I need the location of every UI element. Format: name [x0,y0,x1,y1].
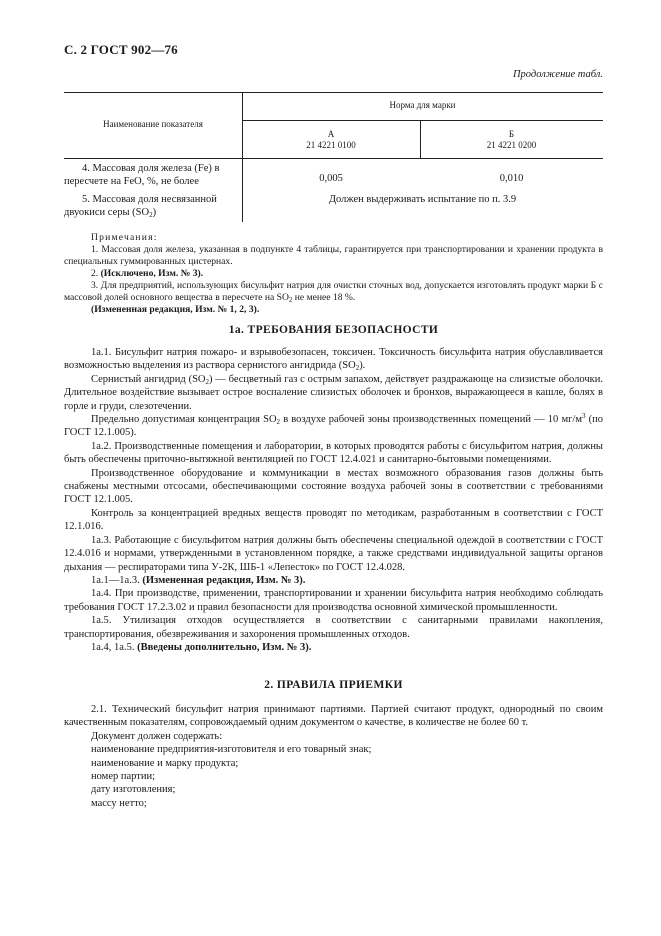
notes-block [64,232,603,316]
para-1a-4: 1а.4. При производстве, применении, транспортировании и хранении бисульфита натрия необходимо соблюдать требования ГОСТ 17.2.3.02 и правил безопасности для производства основной химической промышленности. [64,588,603,613]
page-header: С. 2 ГОСТ 902—76 [64,42,178,57]
notes-title: Примечания: [91,232,158,243]
row4-value-b: 0,010 [499,173,524,184]
row4-label-line2: пересчете на FeO, %, не более [64,176,199,187]
para-2-1: 2.1. Технический бисульфит натрия принимают партиями. Партией считают продукт, однородный по своим качественным показателям, сопровождаемый одним документом о качестве, в количестве не более 60 т. [64,704,603,729]
row4-label-line1: 4. Массовая доля железа (Fe) в [82,163,220,174]
para-1a-2: 1а.2. Производственные помещения и лаборатории, в которых проводятся работы с бисульфитом натрия, должны быть обеспечены приточно-вытяжной вентиляцией по ГОСТ 12.4.021 и санитарно-бытовыми помещениями. [64,440,603,466]
table-header-inner-rule [242,120,603,121]
grade-b-code: 21 4221 0200 [486,140,537,150]
doc-item-date: дату изготовления; [91,784,176,796]
para-1a-3: 1а.3. Работающие с бисульфитом натрия должны быть обеспечены специальной одеждой в соответствии с ГОСТ 12.4.016 и нормами, утвержденными в установленном порядке, а также средствами индивидуальной защиты органов дыхания — респираторами типа У-2К, ШБ-1 «Лепесток» по ГОСТ 12.4.028. [64,534,603,573]
para-1a-5: 1а.5. Утилизация отходов осуществляется в соответствии с санитарными правилами накопления, транспортирования, обезвреживания и захоронения промышленных отходов. [64,615,603,640]
col-header-norm: Норма для марки [389,100,456,110]
para-1a-1: 1а.1. Бисульфит натрия пожаро- и взрывобезопасен, токсичен. Токсичность бисульфита натрия обуславливается возможностью выделения из раствора сернистого ангидрида $(SO_2)$. [64,347,603,373]
row5-label-line2: двуокиси серы $(SO_2)$ [64,207,157,219]
row5-label-line1: 5. Массовая доля несвязанной [82,194,217,205]
row5-value: Должен выдерживать испытание по п. 3.9 [328,194,517,205]
note-2: 2. (Исключено, Изм. № 3). [91,268,204,279]
section-2-title: 2. ПРАВИЛА ПРИЕМКИ [264,679,403,691]
notes-amendment: (Измененная редакция, Изм. № 1, 2, 3). [91,304,260,315]
grade-b-label: Б [508,129,515,139]
para-equipment: Производственное оборудование и коммуникации в местах возможного образования газов должны быть снабжены местными отсосами, обеспечивающими состояние воздуха рабочей зоны в соответствии с требованиями ГОСТ 12.1.005. [64,467,603,506]
doc-item-batch: номер партии; [91,771,155,783]
doc-item-manufacturer: наименование предприятия-изготовителя и его товарный знак; [91,744,372,756]
table-top-rule [64,92,603,93]
grade-a-code: 21 4221 0100 [306,140,356,150]
table-header-bottom-rule [64,158,603,159]
table-continuation-label: Продолжение табл. [512,69,603,80]
col-header-indicator: Наименование показателя [103,119,203,129]
note-3: 3. Для предприятий, использующих бисульфит натрия для очистки сточных вод, допускается изготовлять продукт марки Б с массовой долей основного вещества в пересчете на $SO_2$ не менее 18 %. [64,280,603,304]
section-1a-title: 1а. ТРЕБОВАНИЯ БЕЗОПАСНОСТИ [228,324,439,336]
section-2-body [64,703,603,810]
row4-value-a: 0,005 [319,173,343,184]
grade-a-label: А [327,129,335,139]
note-1: 1. Массовая доля железа, указанная в подпункте 4 таблицы, гарантируется при транспортировании и хранении продукта в специальных гуммированных цистернах. [64,244,603,267]
para-amend-2: 1а.4, 1а.5. (Введены дополнительно, Изм. № 3). [91,641,312,653]
doc-contents-intro: Документ должен содержать: [91,730,223,742]
doc-item-net-mass: массу нетто; [91,797,147,809]
section-1a-body [64,346,603,654]
para-so2: Сернистый ангидрид $(SO_2)$ — бесцветный газ с острым запахом, действует раздражающе на слизистые оболочки. Длительное воздействие вызывает острое воспаление слизистых оболочек и бронхов, выражающееся в кашле, болях в горле и груди, слезотечении. [64,373,603,412]
para-control: Контроль за концентрацией вредных веществ проводят по методикам, разработанным в соответствии с ГОСТ 12.1.016. [64,507,603,533]
para-mpc: Предельно допустимая концентрация $SO_2$ в воздухе рабочей зоны производственных помещений — 10 $мг/м^3$ (по ГОСТ 12.1.005). [64,412,603,439]
doc-item-product: наименование и марку продукта; [91,757,239,769]
para-amend-1: 1а.1—1а.3. (Измененная редакция, Изм. № 3). [91,574,306,586]
